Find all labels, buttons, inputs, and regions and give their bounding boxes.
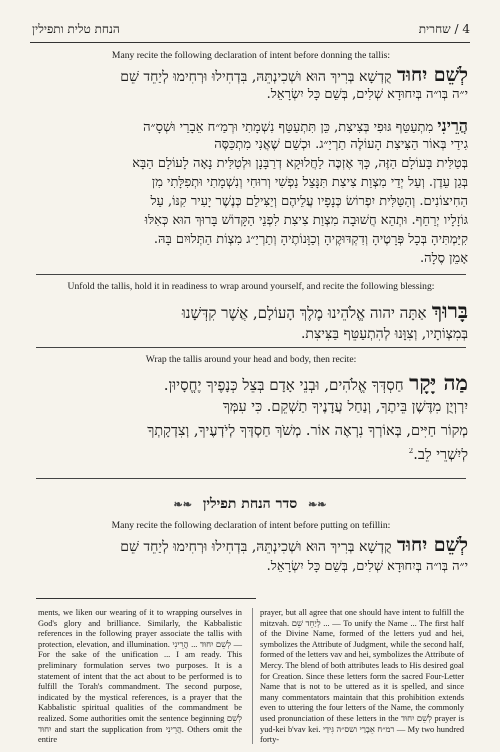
unfold-instruction: Unfold the tallis, hold it in readiness to wrap around yourself, and recite the following blessing: <box>67 281 435 292</box>
wrap-line-2: יִרְוְיֻן מִדֶּשֶׁן בֵּיתֶךָ, וְנַחַל עֲדָנֶיךָ תַשְׁקֵם. כִּי עִמְּךָ <box>222 400 468 415</box>
tallis-intent-lead-word: לְשֵׁם יִחוּד <box>396 66 468 85</box>
separator-3 <box>36 478 466 479</box>
tefillin-section-heading <box>0 496 500 513</box>
wrap-line-1 <box>36 372 468 394</box>
running-header <box>30 22 470 40</box>
page-label: 4 / שחרית <box>418 22 470 36</box>
ornament-left-icon: ❧❧ <box>173 498 192 511</box>
section-title-header: הנחת טלית ותפילין <box>32 22 120 36</box>
commentary-left-column <box>38 608 242 746</box>
unfold-line-1 <box>36 300 468 322</box>
header-rule <box>30 42 470 43</box>
unfold-line-1-rest: אַתָּה יהוה אֱלֹהֵינוּ מֶלֶךְ הָעוֹלָם, אֲשֶׁר קִדְּשָׁנוּ <box>181 304 427 322</box>
tefillin-intent-line-1 <box>36 536 468 555</box>
tefillin-instruction: Many recite the following declaration of intent before putting on tefillin: <box>111 520 391 531</box>
wrap-line-1-rest: חַסְדְּךָ אֱלֹהִים, וּבְנֵי אָדָם בְּצֵל כְּנָפֶיךָ יֶחֱסָיוּן. <box>163 376 404 394</box>
tefillin-intent-line-2: י״ה בְּו״ה בְּיִחוּדָא שְׁלִים, בְּשֵׁם כָּל יִשְׂרָאֵל. <box>266 560 468 573</box>
commentary-divider <box>36 598 256 599</box>
hineni-line-8: אָמֵן סֶלָה. <box>419 252 468 265</box>
hineni-line-1 <box>36 118 468 134</box>
hineni-line-1-text: מִתְעַטֵּף גּוּפִי בְּצִיצִת, כֵּן תִּתְעַטֵּף נִשְׁמָתִי וּרְמַ״ח אֵבָרַי וּשְׁסָ״ה <box>143 120 434 134</box>
hineni-line-2: גִידַי בְּאוֹר הַצִּיצִת הָעוֹלֶה תַרְיַ״ג. וּכְשֵׁם שֶׁאֲנִי מִתְכַּסֶּה <box>214 138 468 151</box>
unfold-line-2: בְּמִצְוֹתָיו, וְצִוָּנוּ לְהִתְעַטֵּף בַּצִּיצִת. <box>300 327 468 341</box>
tefillin-intent-lead-word: לְשֵׁם יִחוּד <box>396 536 468 555</box>
tallis-intent-line-1-rest: קֻדְשָׁא בְּרִיךְ הוּא וּשְׁכִינְתֵּהּ, בִּדְחִילוּ וּרְחִימוּ לְיַחֵד שֵׁם <box>120 69 392 85</box>
hineni-line-6: גּוֹזָלָיו יְרַחֵף. וּתְהֵא חֲשׁוּבָה מִצְוַת צִיצִת לִפְנֵי הַקָּדוֹשׁ בָּרוּךְ הוּא כְּאִלּוּ <box>144 214 468 227</box>
commentary-right-column <box>260 608 464 746</box>
wrap-line-4-text: לְיִשְׁרֵי לֵב. <box>413 448 468 463</box>
tallis-intent-instruction: Many recite the following declaration of intent before donning the tallis: <box>111 50 391 61</box>
tallis-intent-line-2: י״ה בְּו״ה בְּיִחוּדָא שְׁלִים, בְּשֵׁם כָּל יִשְׂרָאֵל. <box>266 88 468 101</box>
separator-2 <box>36 347 466 348</box>
footnote-marker: 2 <box>408 448 414 456</box>
hineni-line-3: בְּטַלִּית בָּעוֹלָם הַזֶּה, כָּךְ אֶזְכֶּה לַחֲלוּקָא דְרַבָּנָן וּלְטַלִּית נָאָה לָעוֹלָם הַבָּא <box>132 157 468 170</box>
commentary-right-text: prayer, but all agree that one should have intent to fulfill the mitzvah. לְיַחֵד שֵׁם ... — To unify the Name ... The first half of the Divine Name, formed of the letters yud and hei, symbolizes the Attribute of Judgment, while the second half, formed of the letters vav and hei, symbolizes the Attribute of Mercy. The blend of both attributes leads to His desired goal for Creation. Since these letters form the sacred Four-Letter Name that is not to be uttered as it is spelled, and since many commentators maintain that this prohibition extends even to uttering the four letters of the Name, the commonly used pronunciation of these letters in the לְשֵׁם יִחוּד prayer is yud-kei b'vav kei. רמ״ח אֵבָרַי ושס״ה גִּידַי — My two hundred forty- <box>260 608 465 745</box>
tefillin-intent-line-1-rest: קֻדְשָׁא בְּרִיךְ הוּא וּשְׁכִינְתֵּהּ, בִּדְחִילוּ וּרְחִימוּ לְיַחֵד שֵׁם <box>120 539 392 555</box>
column-rule <box>252 608 253 744</box>
hineni-line-4: בְּגַן עֵדֶן. וְעַל יְדֵי מִצְוַת צִיצִת תִּנָּצֵל נַפְשִׁי וְרוּחִי וְנִשְׁמָתִי וּתְפִלָּתִי מִן <box>151 176 468 189</box>
wrap-line-3: מְקוֹר חַיִּים, בְּאוֹרְךָ נִרְאֶה אוֹר. מְשֹׁךְ חַסְדְּךָ לְיֹדְעֶיךָ, וְצִדְקָתְךָ <box>147 424 468 439</box>
wrap-line-4 <box>36 448 468 463</box>
tallis-intent-line-1 <box>36 66 468 85</box>
commentary-left-text: ments, we liken our wearing of it to wrapping ourselves in God's glory and brilliance. Similarly, the Kabbalistic references in the following prayer associate the tallis with protection, elevation, and illumination. לְשֵׁם יִחוּד ... הֲרֵינִי — For the sake of the unification ... I am ready. This preliminary formulation serves two purposes. It is a statement of intent that the act about to be performed is to fulfill the Torah's commandment. The second purpose, indicated by the mystical references, is a prayer that the Kabbalistic spiritual qualities of the commandment be realized. Some authorities omit the sentence beginning לְשֵׁם יִחוּד and start the supplication from הֲרֵינִי. Others omit the entire <box>38 608 243 745</box>
unfold-lead-word: בָּרוּךְ <box>431 300 468 322</box>
hineni-lead-word: הֲרֵינִי <box>437 118 468 134</box>
hineni-line-5: הַחִיצוֹנִים. וְהַטַּלִּית יִפְרוֹשׂ כְּנָפָיו עֲלֵיהֶם וְיַצִּילֵם כְּנֶשֶׁר יָעִיר קִנּוֹ, עַל <box>150 195 468 208</box>
wrap-instruction: Wrap the tallis around your head and body, then recite: <box>145 354 357 365</box>
separator-1 <box>36 274 466 275</box>
tefillin-section-title: סדר הנחת תפילין <box>202 496 298 512</box>
ornament-right-icon: ❧❧ <box>308 498 327 511</box>
hineni-line-7: קִיַּמְתִּיהָ בְּכָל פְּרָטֶיהָ וְדִקְדּוּקֶיהָ וְכַוָּנוֹתֶיהָ וְתַרְיַ״ג מִצְוֹת הַתְּלוּיִם בָּהּ. <box>153 233 468 246</box>
wrap-lead-word: מַה יָּקָר <box>409 372 468 394</box>
